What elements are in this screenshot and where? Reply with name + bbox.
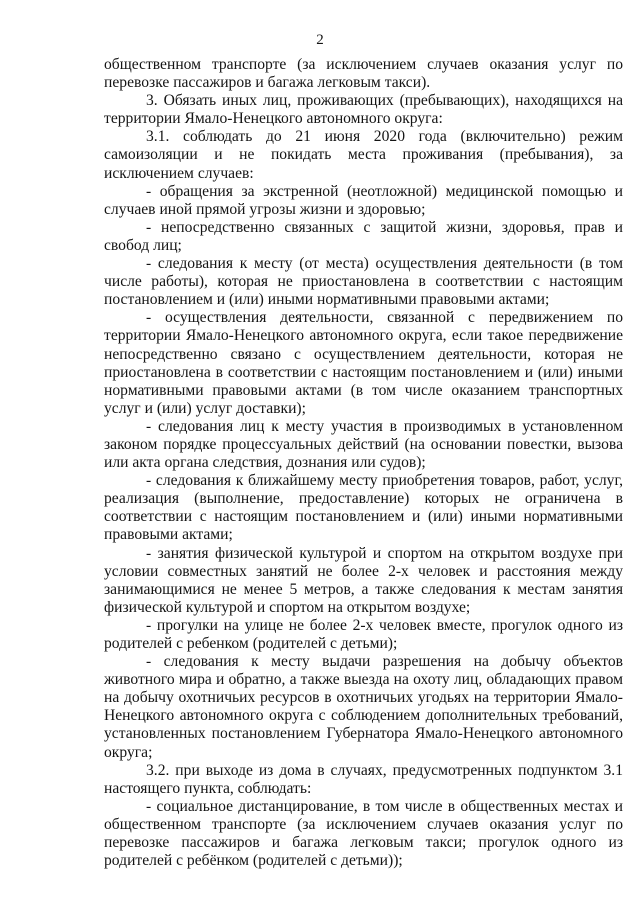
list-item: - занятия физической культурой и спортом на открытом воздухе при условии совместных занятий не более 2-х человек и расстояния между занимающимися не менее 5 метров, а также следования к местам занятия физической культурой и спортом на открытом воздухе; xyxy=(104,544,623,616)
document-body xyxy=(104,56,623,870)
list-item: - следования лиц к месту участия в производимых в установленном законом порядке процессуальных действий (на основании повестки, вызова или акта органа следствия, дознания или судов); xyxy=(104,417,623,472)
paragraph-item-3-2: 3.2. при выходе из дома в случаях, предусмотренных подпунктом 3.1 настоящего пункта, соблюдать: xyxy=(104,761,623,797)
list-item: - обращения за экстренной (неотложной) медицинской помощью и случаев иной прямой угрозы жизни и здоровью; xyxy=(104,182,623,218)
list-item: - следования к ближайшему месту приобретения товаров, работ, услуг, реализация (выполнение, предоставление) которых не ограничена в соответствии с настоящим постановлением и (или) иными нормативными правовыми актами; xyxy=(104,472,623,544)
list-item: - непосредственно связанных с защитой жизни, здоровья, прав и свобод лиц; xyxy=(104,218,623,254)
list-item: - прогулки на улице не более 2-х человек вместе, прогулок одного из родителей с ребенком (родителей с детьми); xyxy=(104,616,623,652)
list-item: - следования к месту (от места) осуществления деятельности (в том числе работы), которая не приостановлена в соответствии с настоящим постановлением и (или) иными нормативными правовыми актами; xyxy=(104,255,623,309)
page-number: 2 xyxy=(316,32,324,48)
list-item: - осуществления деятельности, связанной с передвижением по территории Ямало-Ненецкого автономного округа, если такое передвижение непосредственно связано с осуществлением деятельности, которая не приостановлена в соответствии с настоящим постановлением и (или) иными нормативными правовыми актами (в том числе оказанием транспортных услуг и (или) услуг доставки); xyxy=(104,309,623,417)
list-item: - социальное дистанцирование, в том числе в общественных местах и общественном транспорте (за исключением случаев оказания услуг по перевозке пассажиров и багажа легковым такси; прогулок одного из родителей с ребёнком (родителей с детьми)); xyxy=(104,797,623,870)
list-item: - следования к месту выдачи разрешения на добычу объектов животного мира и обратно, а также выезда на охоту лиц, обладающих правом на добычу охотничьих ресурсов в охотничьих угодьях на территории Ямало-Ненецкого автономного округа с соблюдением дополнительных требований, установленных постановлением Губернатора Ямало-Ненецкого автономного округа; xyxy=(104,653,623,761)
paragraph-item-3-1: 3.1. соблюдать до 21 июня 2020 года (включительно) режим самоизоляции и не покидать места проживания (пребывания), за исключением случаев: xyxy=(104,128,623,182)
paragraph-item-3: 3. Обязать иных лиц, проживающих (пребывающих), находящихся на территории Ямало-Ненецкого автономного округа: xyxy=(104,92,623,128)
paragraph-continuation: общественном транспорте (за исключением случаев оказания услуг по перевозке пассажиров и багажа легковым такси). xyxy=(104,56,623,92)
